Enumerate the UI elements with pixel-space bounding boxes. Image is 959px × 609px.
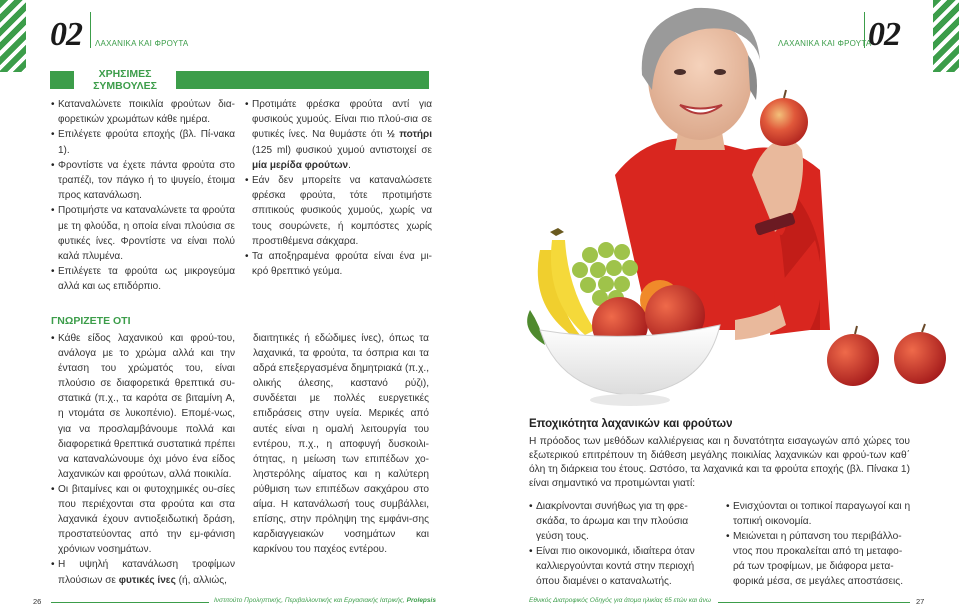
list-item: • Μειώνεται η ρύπανση του περιβάλλο-ντος που προκαλείται από τη μεταφο-ρά των τροφίμων, με διάφορα μετα-φορικά μέσα, σε μεγάλες αποστάσεις.	[726, 529, 912, 589]
tip-text-end: .	[348, 159, 351, 171]
footer-left-brand: Prolepsis	[406, 597, 436, 604]
tips-header	[77, 68, 173, 92]
reasons-list-col2	[726, 499, 912, 589]
list-item: • Τα αποξηραμένα φρούτα είναι ένα μι-κρό θρεπτικό γεύμα.	[245, 249, 432, 279]
know-header: ΓΝΩΡΙΖΕΤΕ ΟΤΙ	[51, 315, 131, 327]
tip-text-mid: (125 ml) φυσικού χυμού αντιστοιχεί σε	[252, 144, 432, 156]
list-item: • Ενισχύονται οι τοπικοί παραγωγοί και η τοπική οικονομία.	[726, 499, 912, 529]
section-paragraph: Η πρόοδος των μεθόδων καλλιέργειας και η δυνατότητα εισαγωγών από χώρες του εξωτερικού επιτρέπουν τη διάθεση μεγάλης ποικιλίας λαχανικών και φρού-των καθ΄ όλη τη διάρκεια του έτους. Ωστόσο, τα λαχανικά και τα φρούτα εποχής (βλ. Πίνακα 1) είναι σημαντικό να προτιμώνται γιατί:	[529, 436, 910, 489]
know-bold-fibre: φυτικές ίνες	[118, 574, 176, 586]
know-col2-paragraph: διαιτητικές ή εδώδιμες ίνες), όπως τα λαχανικά, τα φρούτα, τα όσπρια και τα αδρά επεξεργασμένα δημητριακά (π.χ., ολικής άλεσης, καστανό ρύζι), συνδέεται με πολλές ευεργετικές επιδράσεις στην υγεία. Μερικές από αυτές είναι η ομαλή λειτουργία του εντέρου, π.χ., η αποφυγή δυσκοιλι-ότητας, η μείωση των επιπέδων χο-ληστερόλης αίματος και η καλύτερη ρύθμιση των επιπέδων σακχάρου στο αίμα. Η κατανάλωσή τους συμβάλλει, επίσης, στην πρόληψη της εμφάνι-σης καρδιαγγειακών νοσημάτων και καρκίνου του παχέος εντέρου.	[253, 333, 429, 556]
chapter-divider	[90, 12, 91, 48]
page-number-left: 26	[33, 597, 42, 606]
left-stripe-decoration	[0, 0, 26, 72]
reasons-list-col1	[529, 499, 716, 589]
chapter-number-right: 02	[868, 16, 900, 53]
list-item: • Προτιμήστε να καταναλώνετε τα φρούτα με τη φλούδα, η οποία είναι πλούσια σε φυτικές ίνες. Φροντίστε να είναι πολύ καλά πλυμένα.	[51, 203, 235, 264]
footer-left	[214, 597, 436, 604]
tips-header-bar-right	[176, 71, 429, 89]
list-item: • Είναι πιο οικονομικά, ιδιαίτερα όταν καλλιεργούνται κοντά στην περιοχή όπου διαμένει ο καταναλωτής.	[529, 544, 716, 589]
tip-bold-half-glass: ½ ποτήρι	[386, 129, 432, 141]
tips-header-bar-left	[50, 71, 74, 89]
list-item	[245, 97, 432, 173]
know-text: Η υψηλή κατανάλωση τροφίμων πλούσιων σε	[58, 559, 235, 586]
know-list-col1	[51, 331, 235, 588]
know-text-end: (ή, αλλιώς,	[178, 574, 227, 586]
tips-list-col1	[51, 97, 235, 295]
list-item: • Καταναλώνετε ποικιλία φρούτων δια-φορετικών χρωμάτων κάθε ημέρα.	[51, 97, 235, 127]
chapter-title: ΛΑΧΑΝΙΚΑ ΚΑΙ ΦΡΟΥΤΑ	[95, 39, 189, 48]
list-item	[51, 557, 235, 587]
footer-right: Εθνικός Διατροφικός Οδηγός για άτομα ηλικίας 65 ετών και άνω	[529, 597, 711, 604]
list-item: • Επιλέγετε φρούτα εποχής (βλ. Πί-νακα 1).	[51, 127, 235, 157]
section-title: Εποχικότητα λαχανικών και φρούτων	[529, 418, 733, 430]
tips-list-col2	[245, 97, 432, 279]
tip-bold-portion: μία μερίδα φρούτων	[252, 159, 349, 171]
tip-text: Προτιμάτε φρέσκα φρούτα αντί για φυσικούς χυμούς. Είναι πιο πλού-σια σε φυτικές ίνες. Να θυμάστε ότι	[252, 99, 432, 141]
footer-rule-right	[718, 602, 910, 603]
chapter-title-right: ΛΑΧΑΝΙΚΑ ΚΑΙ ΦΡΟΥΤΑ	[778, 39, 872, 48]
list-item: • Κάθε είδος λαχανικού και φρού-του, ανάλογα με το χρώμα αλλά και την ένταση του χρώματός του, είναι πλούσιο σε διαφορετικά θρεπτικά συ-στατικά (π.χ., τα καρότα σε βιταμίνη Α, η ντομάτα σε λυκοπένιο). Επομέ-νως, για να προσλαμβάνουμε πολλά και διαφορετικά θρεπτικά συστατικά πρέπει να καταναλώνουμε όχι μόνο ένα είδος λαχανικών και φρούτων, αλλά ποικιλία.	[51, 331, 235, 482]
chapter-number: 02	[50, 16, 82, 53]
tips-header-line1: ΧΡΗΣΙΜΕΣ	[98, 68, 152, 80]
list-item: • Φροντίστε να έχετε πάντα φρούτα στο τραπέζι, τον πάγκο ή το ψυγείο, έτοιμα προς κατανάλωση.	[51, 158, 235, 204]
footer-left-text: Ινστιτούτο Προληπτικής, Περιβαλλοντικής και Εργασιακής Ιατρικής,	[214, 597, 405, 604]
list-item: • Διακρίνονται συνήθως για τη φρε-σκάδα, το άρωμα και την πλούσια γεύση τους.	[529, 499, 716, 544]
tips-header-line2: ΣΥΜΒΟΥΛΕΣ	[93, 80, 157, 92]
list-item: • Εάν δεν μπορείτε να καταναλώσετε φρέσκα φρούτα, τότε προτιμήστε σπιτικούς φυσικούς χυμούς, χωρίς να τους σουρώνετε, ή κομπόστες χωρίς προστιθέμενα σάκχαρα.	[245, 173, 432, 249]
list-item: • Επιλέγετε τα φρούτα ως μικρογεύμα αλλά και ως επιδόρπιο.	[51, 264, 235, 294]
footer-rule-left	[51, 602, 209, 603]
woman-with-fruit-photo	[520, 0, 959, 410]
list-item: • Οι βιταμίνες και οι φυτοχημικές ου-σίες που περιέχονται στα φρούτα και στα λαχανικά έχουν αντιοξειδωτική δράση, προστατεύοντας από την εμ-φάνιση χρόνιων νοσημάτων.	[51, 482, 235, 557]
page-number-right: 27	[916, 597, 925, 606]
